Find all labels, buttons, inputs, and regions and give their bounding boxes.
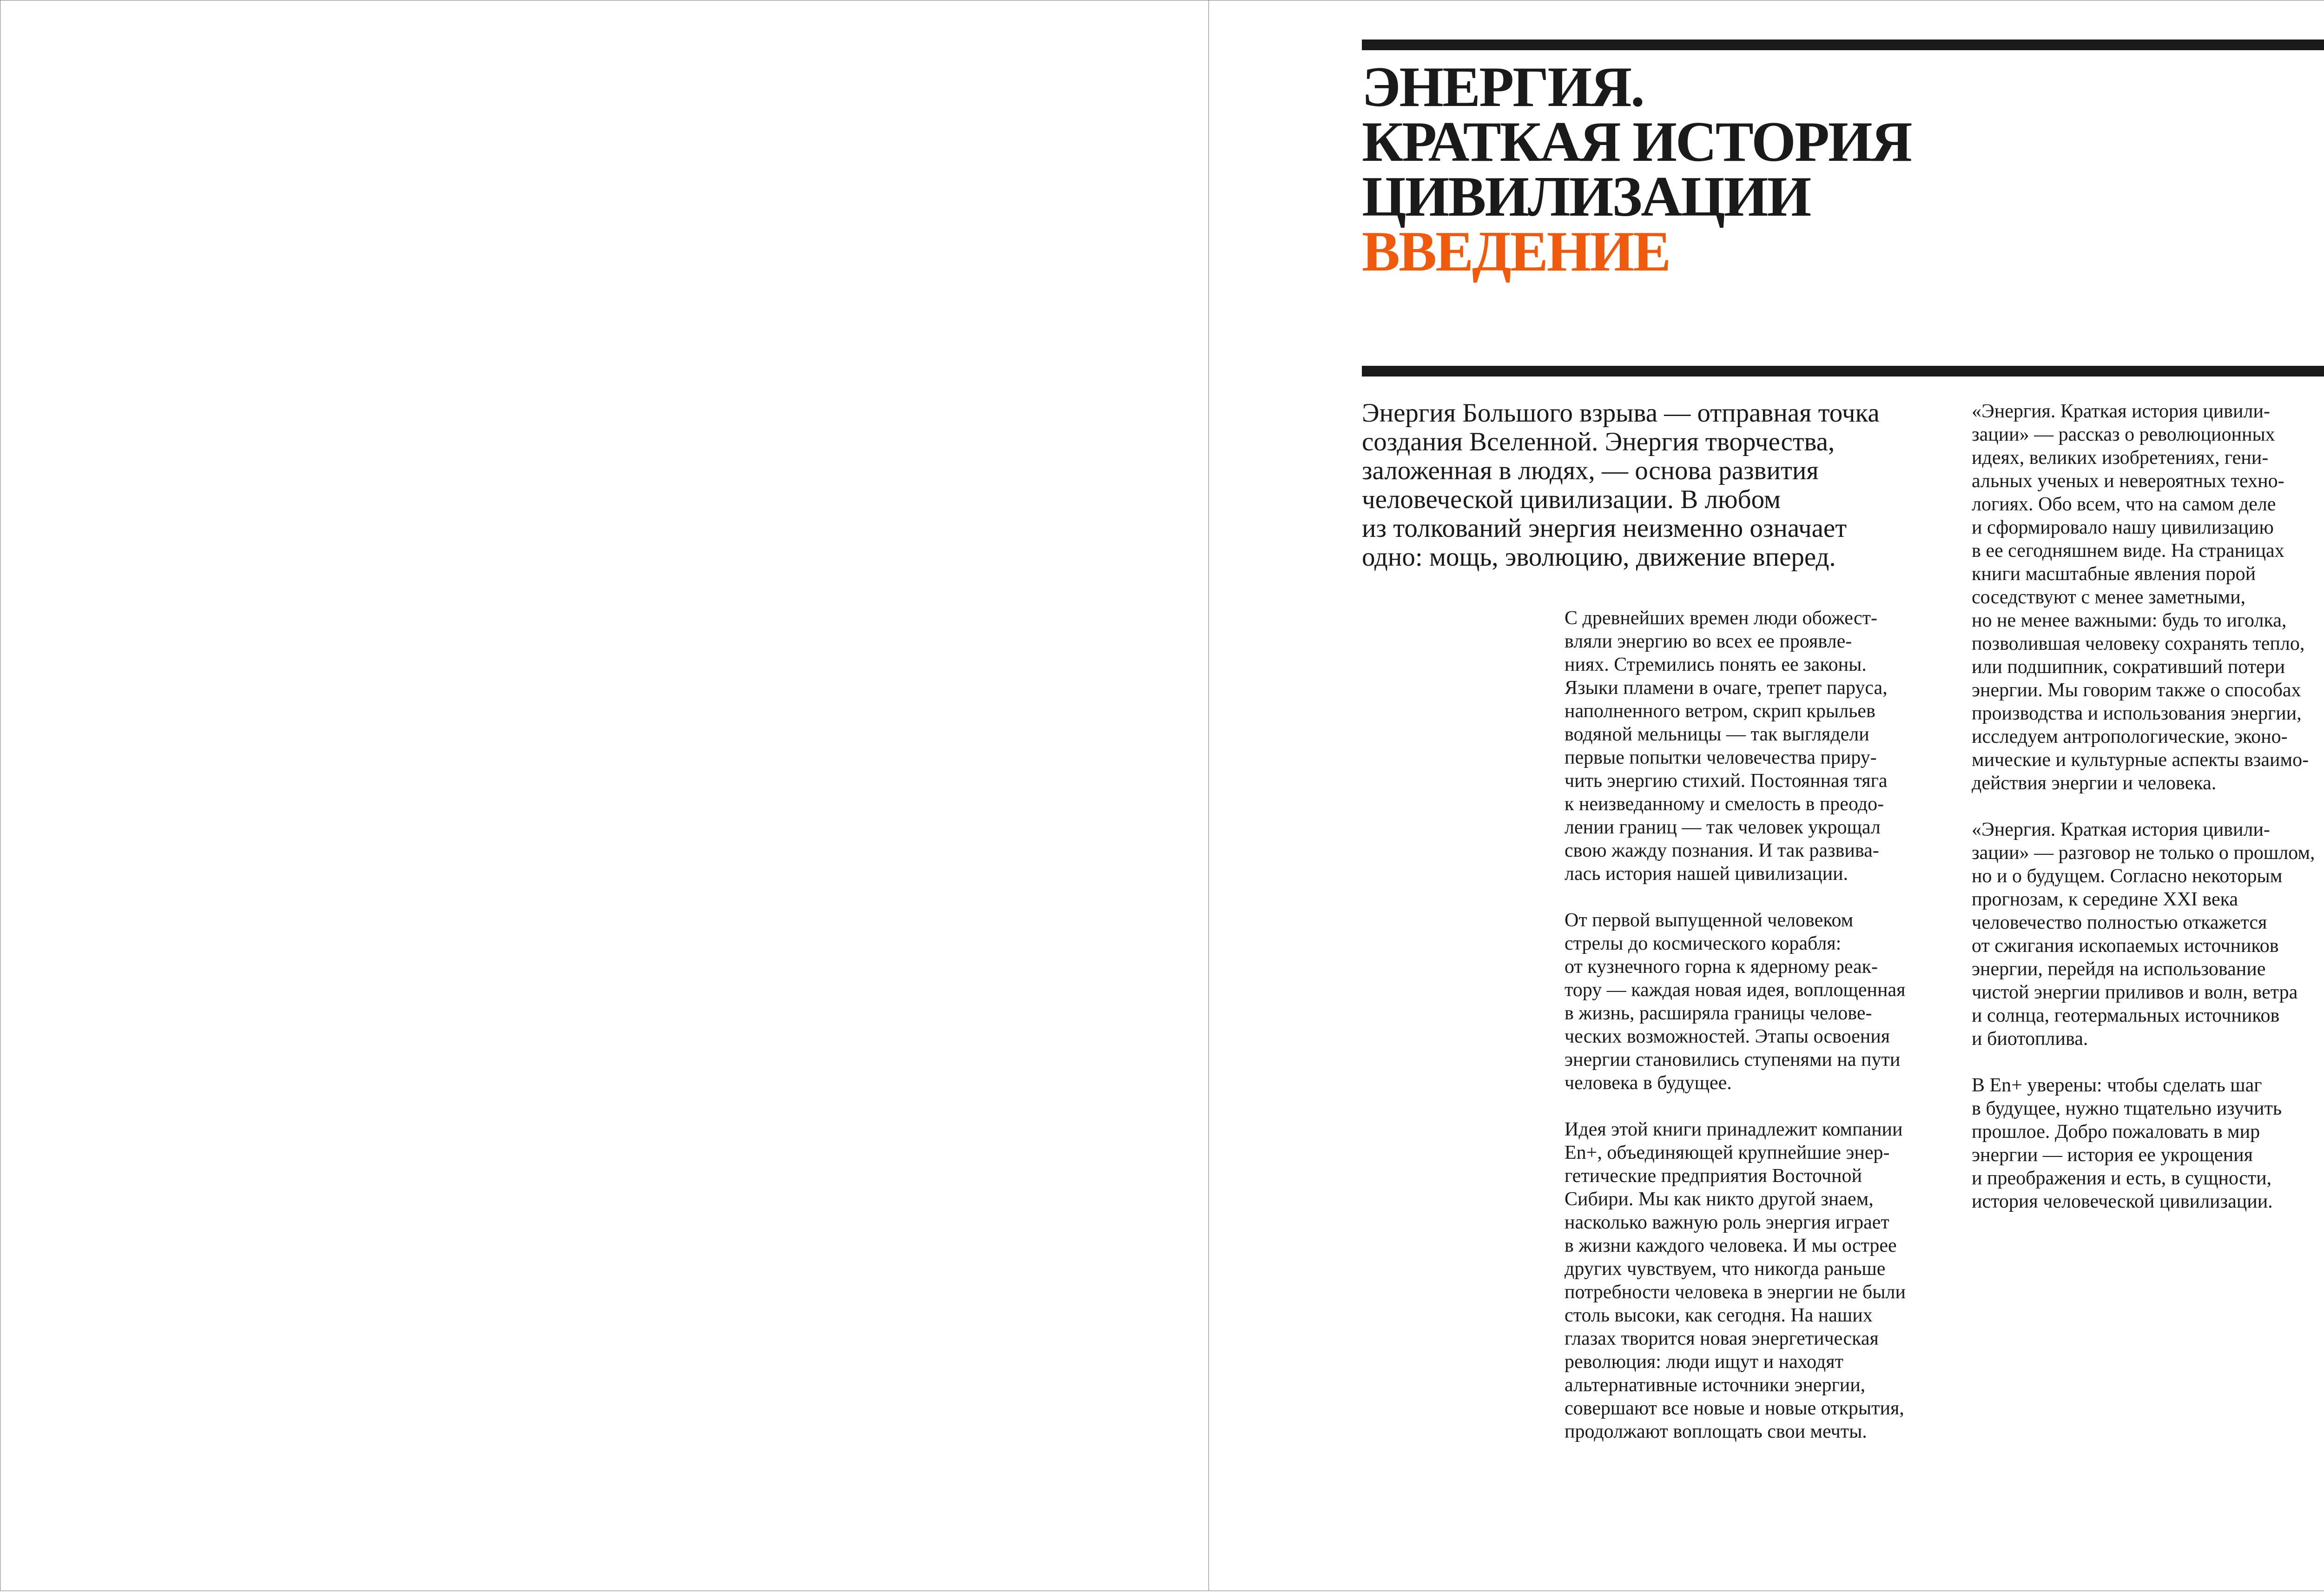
text-line: в жизнь, расширяла границы челове- xyxy=(1565,1003,1872,1024)
text-line: энергии — история ее укрощения xyxy=(1972,1144,2253,1166)
text-line: En+, объединяющей крупнейшие энер- xyxy=(1565,1142,1890,1163)
text-line: или подшипник, сокративший потери xyxy=(1972,656,2285,678)
text-line: столь высоки, как сегодня. На наших xyxy=(1565,1305,1873,1326)
text-line: «Энергия. Краткая история цивили- xyxy=(1972,819,2270,840)
text-line: мические и культурные аспекты взаимо- xyxy=(1972,749,2309,771)
text-line: чить энергию стихий. Постоянная тяга xyxy=(1565,770,1888,792)
lead-line: создания Вселенной. Энергия творчества, xyxy=(1362,427,1835,456)
text-line: ческих возможностей. Этапы освоения xyxy=(1565,1026,1890,1047)
text-line: к неизведанному и смелость в преодо- xyxy=(1565,793,1884,815)
text-line: энергии становились ступенями на пути xyxy=(1565,1049,1901,1070)
text-line: насколько важную роль энергия играет xyxy=(1565,1212,1889,1233)
text-line: лась история нашей цивилизации. xyxy=(1565,863,1849,885)
text-line: энергии. Мы говорим также о способах xyxy=(1972,680,2301,701)
lead-line: человеческой цивилизации. В любом xyxy=(1362,485,1781,514)
text-line: от сжигания ископаемых источников xyxy=(1972,935,2279,957)
body-column-right xyxy=(1972,400,2324,1236)
text-line: альных ученых и невероятных техно- xyxy=(1972,470,2284,492)
text-line: позволившая человеку сохранять тепло, xyxy=(1972,633,2305,654)
text-line: и преображения и есть, в сущности, xyxy=(1972,1168,2272,1189)
text-line: наполненного ветром, скрип крыльев xyxy=(1565,700,1875,722)
text-line: в жизни каждого человека. И мы острее xyxy=(1565,1235,1897,1256)
text-line: и солнца, геотермальных источников xyxy=(1972,1005,2280,1026)
text-line: водяной мельницы — так выглядели xyxy=(1565,724,1869,745)
page-title xyxy=(1362,55,2324,283)
text-line: В En+ уверены: чтобы сделать шаг xyxy=(1972,1075,2262,1096)
text-line: С древнейших времен люди обожест- xyxy=(1565,608,1877,629)
text-line: и биотоплива. xyxy=(1972,1028,2088,1050)
body-paragraph xyxy=(1972,818,2324,1050)
text-line: прогнозам, к середине XXI века xyxy=(1972,889,2238,910)
text-line: зации» — разговор не только о прошлом, xyxy=(1972,842,2315,864)
text-line: но не менее важными: будь то иголка, xyxy=(1972,610,2287,631)
title-line-1: ЭНЕРГИЯ. xyxy=(1362,55,1644,119)
bottom-rule xyxy=(1362,366,2324,377)
text-line: в ее сегодняшнем виде. На страницах xyxy=(1972,540,2284,561)
text-line: От первой выпущенной человеком xyxy=(1565,910,1854,931)
text-line: человека в будущее. xyxy=(1565,1072,1732,1094)
text-line: гетические предприятия Восточной xyxy=(1565,1165,1862,1187)
body-column-middle xyxy=(1565,607,1960,1466)
text-line: прошлое. Добро пожаловать в мир xyxy=(1972,1121,2260,1143)
text-line: человечество полностью откажется xyxy=(1972,912,2267,933)
text-line: зации» — рассказ о революционных xyxy=(1972,424,2275,445)
text-line: в будущее, нужно тщательно изучить xyxy=(1972,1098,2282,1119)
text-line: производства и использования энергии, xyxy=(1972,703,2302,724)
text-line: глазах творится новая энергетическая xyxy=(1565,1328,1879,1349)
lead-line: заложенная в людях, — основа развития xyxy=(1362,456,1819,485)
lead-paragraph xyxy=(1362,399,1938,572)
text-line: Языки пламени в очаге, трепет паруса, xyxy=(1565,677,1888,699)
lead-line: Энергия Большого взрыва — отправная точка xyxy=(1362,398,1880,428)
text-line: Идея этой книги принадлежит компании xyxy=(1565,1119,1903,1140)
text-line: альтернативные источники энергии, xyxy=(1565,1374,1866,1396)
title-line-2: КРАТКАЯ ИСТОРИЯ xyxy=(1362,110,1911,173)
text-line: от кузнечного горна к ядерному реак- xyxy=(1565,956,1878,978)
text-line: соседствуют с менее заметными, xyxy=(1972,587,2246,608)
text-line: действия энергии и человека. xyxy=(1972,773,2217,794)
body-paragraph xyxy=(1565,909,1960,1095)
text-line: но и о будущем. Согласно некоторым xyxy=(1972,865,2283,887)
text-line: свою жажду познания. И так развива- xyxy=(1565,840,1879,861)
text-line: история человеческой цивилизации. xyxy=(1972,1191,2273,1212)
top-rule xyxy=(1362,40,2324,50)
text-line: чистой энергии приливов и волн, ветра xyxy=(1972,982,2298,1003)
text-line: вляли энергию во всех ее проявле- xyxy=(1565,631,1852,652)
body-paragraph xyxy=(1972,400,2324,795)
text-line: революция: люди ищут и находят xyxy=(1565,1351,1843,1373)
text-line: и сформировало нашу цивилизацию xyxy=(1972,517,2274,538)
title-line-3: ЦИВИЛИЗАЦИИ xyxy=(1362,165,1810,228)
text-line: энергии, перейдя на использование xyxy=(1972,958,2266,980)
body-paragraph xyxy=(1565,1118,1960,1443)
body-paragraph xyxy=(1972,1074,2324,1213)
text-line: логиях. Обо всем, что на самом деле xyxy=(1972,494,2276,515)
text-line: исследуем антропологические, эконо- xyxy=(1972,726,2288,747)
text-line: совершают все новые и новые открытия, xyxy=(1565,1398,1904,1419)
text-line: идеях, великих изобретениях, гени- xyxy=(1972,447,2269,469)
text-line: Сибири. Мы как никто другой знаем, xyxy=(1565,1189,1874,1210)
text-line: лении границ — так человек укрощал xyxy=(1565,817,1881,838)
lead-line: одно: мощь, эволюцию, движение вперед. xyxy=(1362,542,1836,572)
text-line: первые попытки человечества приру- xyxy=(1565,747,1877,768)
text-line: продолжают воплощать свои мечты. xyxy=(1565,1421,1867,1442)
body-paragraph xyxy=(1565,607,1960,885)
text-line: тору — каждая новая идея, воплощенная xyxy=(1565,979,1906,1001)
text-line: стрелы до космического корабля: xyxy=(1565,933,1842,954)
section-heading: ВВЕДЕНИЕ xyxy=(1362,219,1670,283)
text-line: потребности человека в энергии не были xyxy=(1565,1282,1906,1303)
text-line: ниях. Стремились понять ее законы. xyxy=(1565,654,1867,675)
text-line: книги масштабные явления порой xyxy=(1972,563,2256,585)
text-line: «Энергия. Краткая история цивили- xyxy=(1972,401,2270,422)
lead-line: из толкований энергия неизменно означает xyxy=(1362,514,1847,543)
text-line: других чувствуем, что никогда раньше xyxy=(1565,1258,1886,1280)
